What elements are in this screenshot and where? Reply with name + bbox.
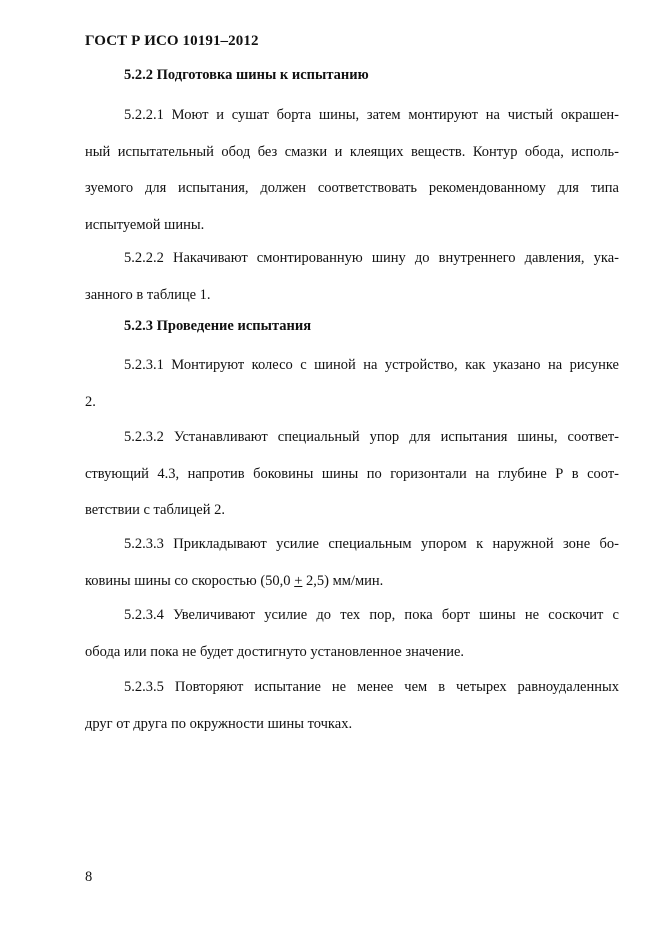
paragraph-5-2-3-2 bbox=[85, 419, 619, 529]
text-segment: ковины шины со скоростью (50,0 bbox=[85, 572, 295, 589]
text-line bbox=[85, 563, 619, 600]
text-line: 5.2.2.2 Накачивают смонтированную шину до внутреннего давления, ука- bbox=[124, 250, 619, 266]
paragraph-5-2-3-4 bbox=[85, 597, 619, 670]
text-line: 5.2.3.2 Устанавливают специальный упор для испытания шины, соответ- bbox=[124, 429, 619, 445]
section-heading-5-2-2: 5.2.2 Подготовка шины к испытанию bbox=[124, 67, 369, 83]
paragraph-5-2-3-5 bbox=[85, 669, 619, 742]
text-line: обода или пока не будет достигнуто установленное значение. bbox=[85, 643, 465, 660]
paragraph-5-2-3-3 bbox=[85, 526, 619, 599]
text-line: 5.2.3.1 Монтируют колесо с шиной на устройство, как указано на рисунке bbox=[124, 357, 619, 373]
text-line: ствующий 4.3, напротив боковины шины по горизонтали на глубине Р в соот- bbox=[85, 465, 619, 482]
paragraph-5-2-3-1 bbox=[85, 347, 619, 420]
standard-header: ГОСТ Р ИСО 10191–2012 bbox=[85, 33, 259, 49]
text-line: зуемого для испытания, должен соответствовать рекомендованному для типа bbox=[85, 180, 619, 196]
page-number: 8 bbox=[85, 869, 93, 885]
text-line: ветствии с таблицей 2. bbox=[85, 502, 225, 518]
text-line: 5.2.2.1 Моют и сушат борта шины, затем монтируют на чистый окрашен- bbox=[124, 107, 619, 123]
section-heading-5-2-3: 5.2.3 Проведение испытания bbox=[124, 318, 312, 334]
text-line: 2. bbox=[85, 393, 96, 410]
text-line: 5.2.3.3 Прикладывают усилие специальным упором к наружной зоне бо- bbox=[124, 536, 619, 552]
paragraph-5-2-2-1 bbox=[85, 97, 619, 243]
text-line: 5.2.3.4 Увеличивают усилие до тех пор, пока борт шины не соскочит с bbox=[124, 607, 619, 623]
text-line: занного в таблице 1. bbox=[85, 286, 211, 303]
paragraph-5-2-2-2 bbox=[85, 240, 619, 313]
text-line: ный испытательный обод без смазки и клеящих веществ. Контур обода, исполь- bbox=[85, 143, 619, 160]
text-line: испытуемой шины. bbox=[85, 216, 205, 233]
text-line: 5.2.3.5 Повторяют испытание не менее чем в четырех равноудаленных bbox=[124, 679, 619, 695]
plus-minus-sign: + bbox=[294, 572, 303, 589]
text-segment: 2,5) мм/мин. bbox=[302, 572, 384, 589]
text-line: друг от друга по окружности шины точках. bbox=[85, 715, 353, 732]
